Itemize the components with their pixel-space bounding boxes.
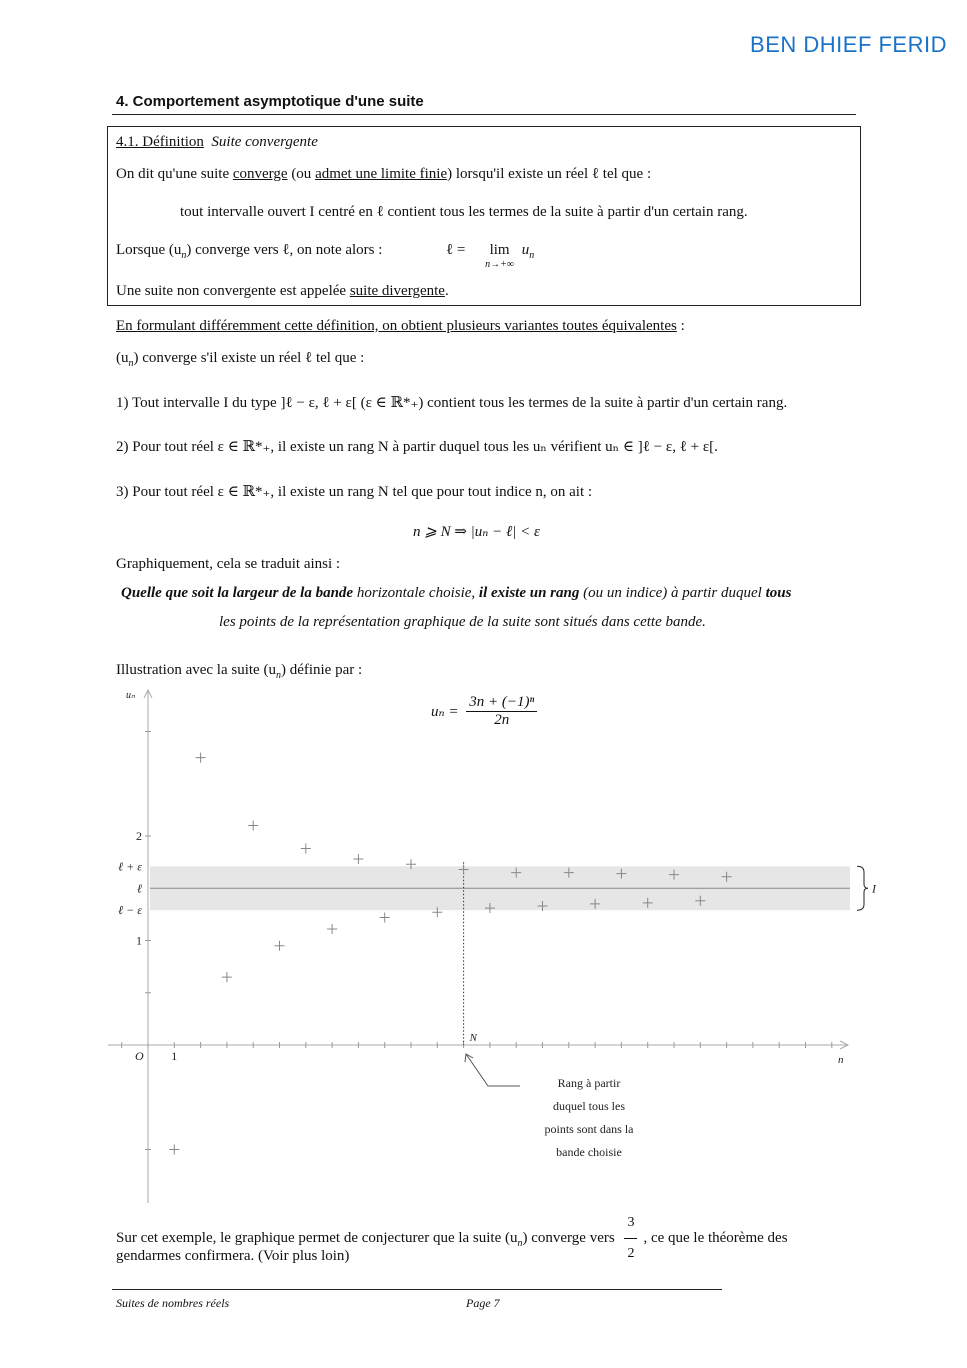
y-tick-label: 1 (136, 933, 142, 948)
variant-item-3: 3) Pour tout réel ε ∈ ℝ*₊, il existe un rang N tel que pour tout indice n, on ait : (116, 484, 593, 500)
footer-page-number: Page 7 (466, 1296, 500, 1310)
x-tick-label: 1 (171, 1049, 178, 1063)
annotation-line: bande choisie (556, 1145, 622, 1159)
annotation-arrow (466, 1054, 520, 1086)
y-tick-label: ℓ − ε (118, 903, 142, 918)
band-label: I (872, 881, 876, 896)
y-axis-label: uₙ (126, 690, 135, 701)
sequence-point (301, 844, 311, 854)
rank-n-label: N (469, 1032, 477, 1044)
implication-formula: n ⩾ N ⇒ |uₙ − ℓ| < ε (413, 524, 540, 540)
definition-line-2: tout intervalle ouvert I centré en ℓ contient tous les termes de la suite à partir d'un certain rang. (180, 204, 748, 220)
limit-fraction-den: 2 (627, 1246, 635, 1261)
limit-notation: ℓ = lim $^{n\to+\infty}$ $u_n$ (446, 242, 535, 270)
illustration-intro: Illustration avec la suite $(u_n)$ définie par : (116, 662, 363, 681)
definition-line-3: Lorsque $(u_n)$ converge vers ℓ, on note alors : (116, 242, 383, 261)
sequence-point (275, 941, 285, 951)
variant-item-2: 2) Pour tout réel ε ∈ ℝ*₊, il existe un rang N à partir duquel tous les uₙ vérifient uₙ ∈ ]ℓ − ε, ℓ + ε[. (116, 439, 718, 455)
variants-intro: En formulant différemment cette définition, on obtient plusieurs variantes toutes équivalentes : (116, 318, 685, 334)
term-limite-finie: admet une limite finie (315, 166, 448, 182)
sequence-point (196, 753, 206, 763)
annotation-line: duquel tous les (553, 1099, 625, 1113)
sequence-point (353, 854, 363, 864)
graphic-intro: Graphiquement, cela se traduit ainsi : (116, 556, 341, 572)
conclusion-line-1: Sur cet exemple, le graphique permet de conjecturer que la suite $(u_n)$ converge vers $\frac{3}{2}$ , ce que le théorème des (116, 1208, 788, 1269)
y-tick-label: ℓ (137, 881, 142, 896)
variants-lead: $(u_n)$ converge s'il existe un réel ℓ tel que : (116, 350, 365, 369)
limit-fraction-num: 3 (624, 1208, 637, 1239)
brand-logo: BEN DHIEF FERID (750, 32, 947, 57)
conclusion-line-2: gendarmes confirmera. (Voir plus loin) (116, 1248, 350, 1264)
term-suite-divergente: suite divergente (349, 283, 445, 299)
definition-line-1: On dit qu'une suite converge (ou admet une limite finie) lorsqu'il existe un réel ℓ tel que : (116, 166, 652, 182)
variant-item-1: 1) Tout intervalle I du type ]ℓ − ε, ℓ + ε[ (ε ∈ ℝ*₊) contient tous les termes de la suite à partir d'un certain rang. (116, 395, 788, 411)
annotation-line: Rang à partir (557, 1076, 621, 1090)
graphic-quote-line-1: Quelle que soit la largeur de la bande horizontale choisie, il existe un rang (ou un indice) à partir duquel tous (121, 585, 792, 601)
sequence-point (248, 821, 258, 831)
sequence-point (327, 924, 337, 934)
definition-title: Suite convergente (211, 134, 318, 150)
graphic-quote-line-2: les points de la représentation graphique de la suite sont situés dans cette bande. (219, 614, 706, 630)
sequence-point (380, 913, 390, 923)
origin-label: O (135, 1049, 144, 1063)
definition-line-4: Une suite non convergente est appelée suite divergente. (116, 283, 449, 299)
y-tick-label: ℓ + ε (118, 859, 142, 874)
section-title: 4. Comportement asymptotique d'une suite (116, 93, 424, 110)
y-tick-label: 2 (136, 829, 142, 843)
sequence-point (169, 1145, 179, 1155)
sequence-point (222, 972, 232, 982)
footer-rule (112, 1289, 722, 1290)
footer-title: Suites de nombres réels (116, 1296, 230, 1310)
sequence-formula: uₙ = $\frac{\text{3n + (−1)ⁿ}}{2n}$ (431, 694, 537, 729)
band-brace (857, 866, 868, 910)
term-converge: converge (232, 166, 288, 182)
x-axis-label: n (838, 1054, 844, 1066)
definition-number: 4.1. Définition (116, 134, 204, 150)
annotation-line: points sont dans la (544, 1122, 634, 1136)
